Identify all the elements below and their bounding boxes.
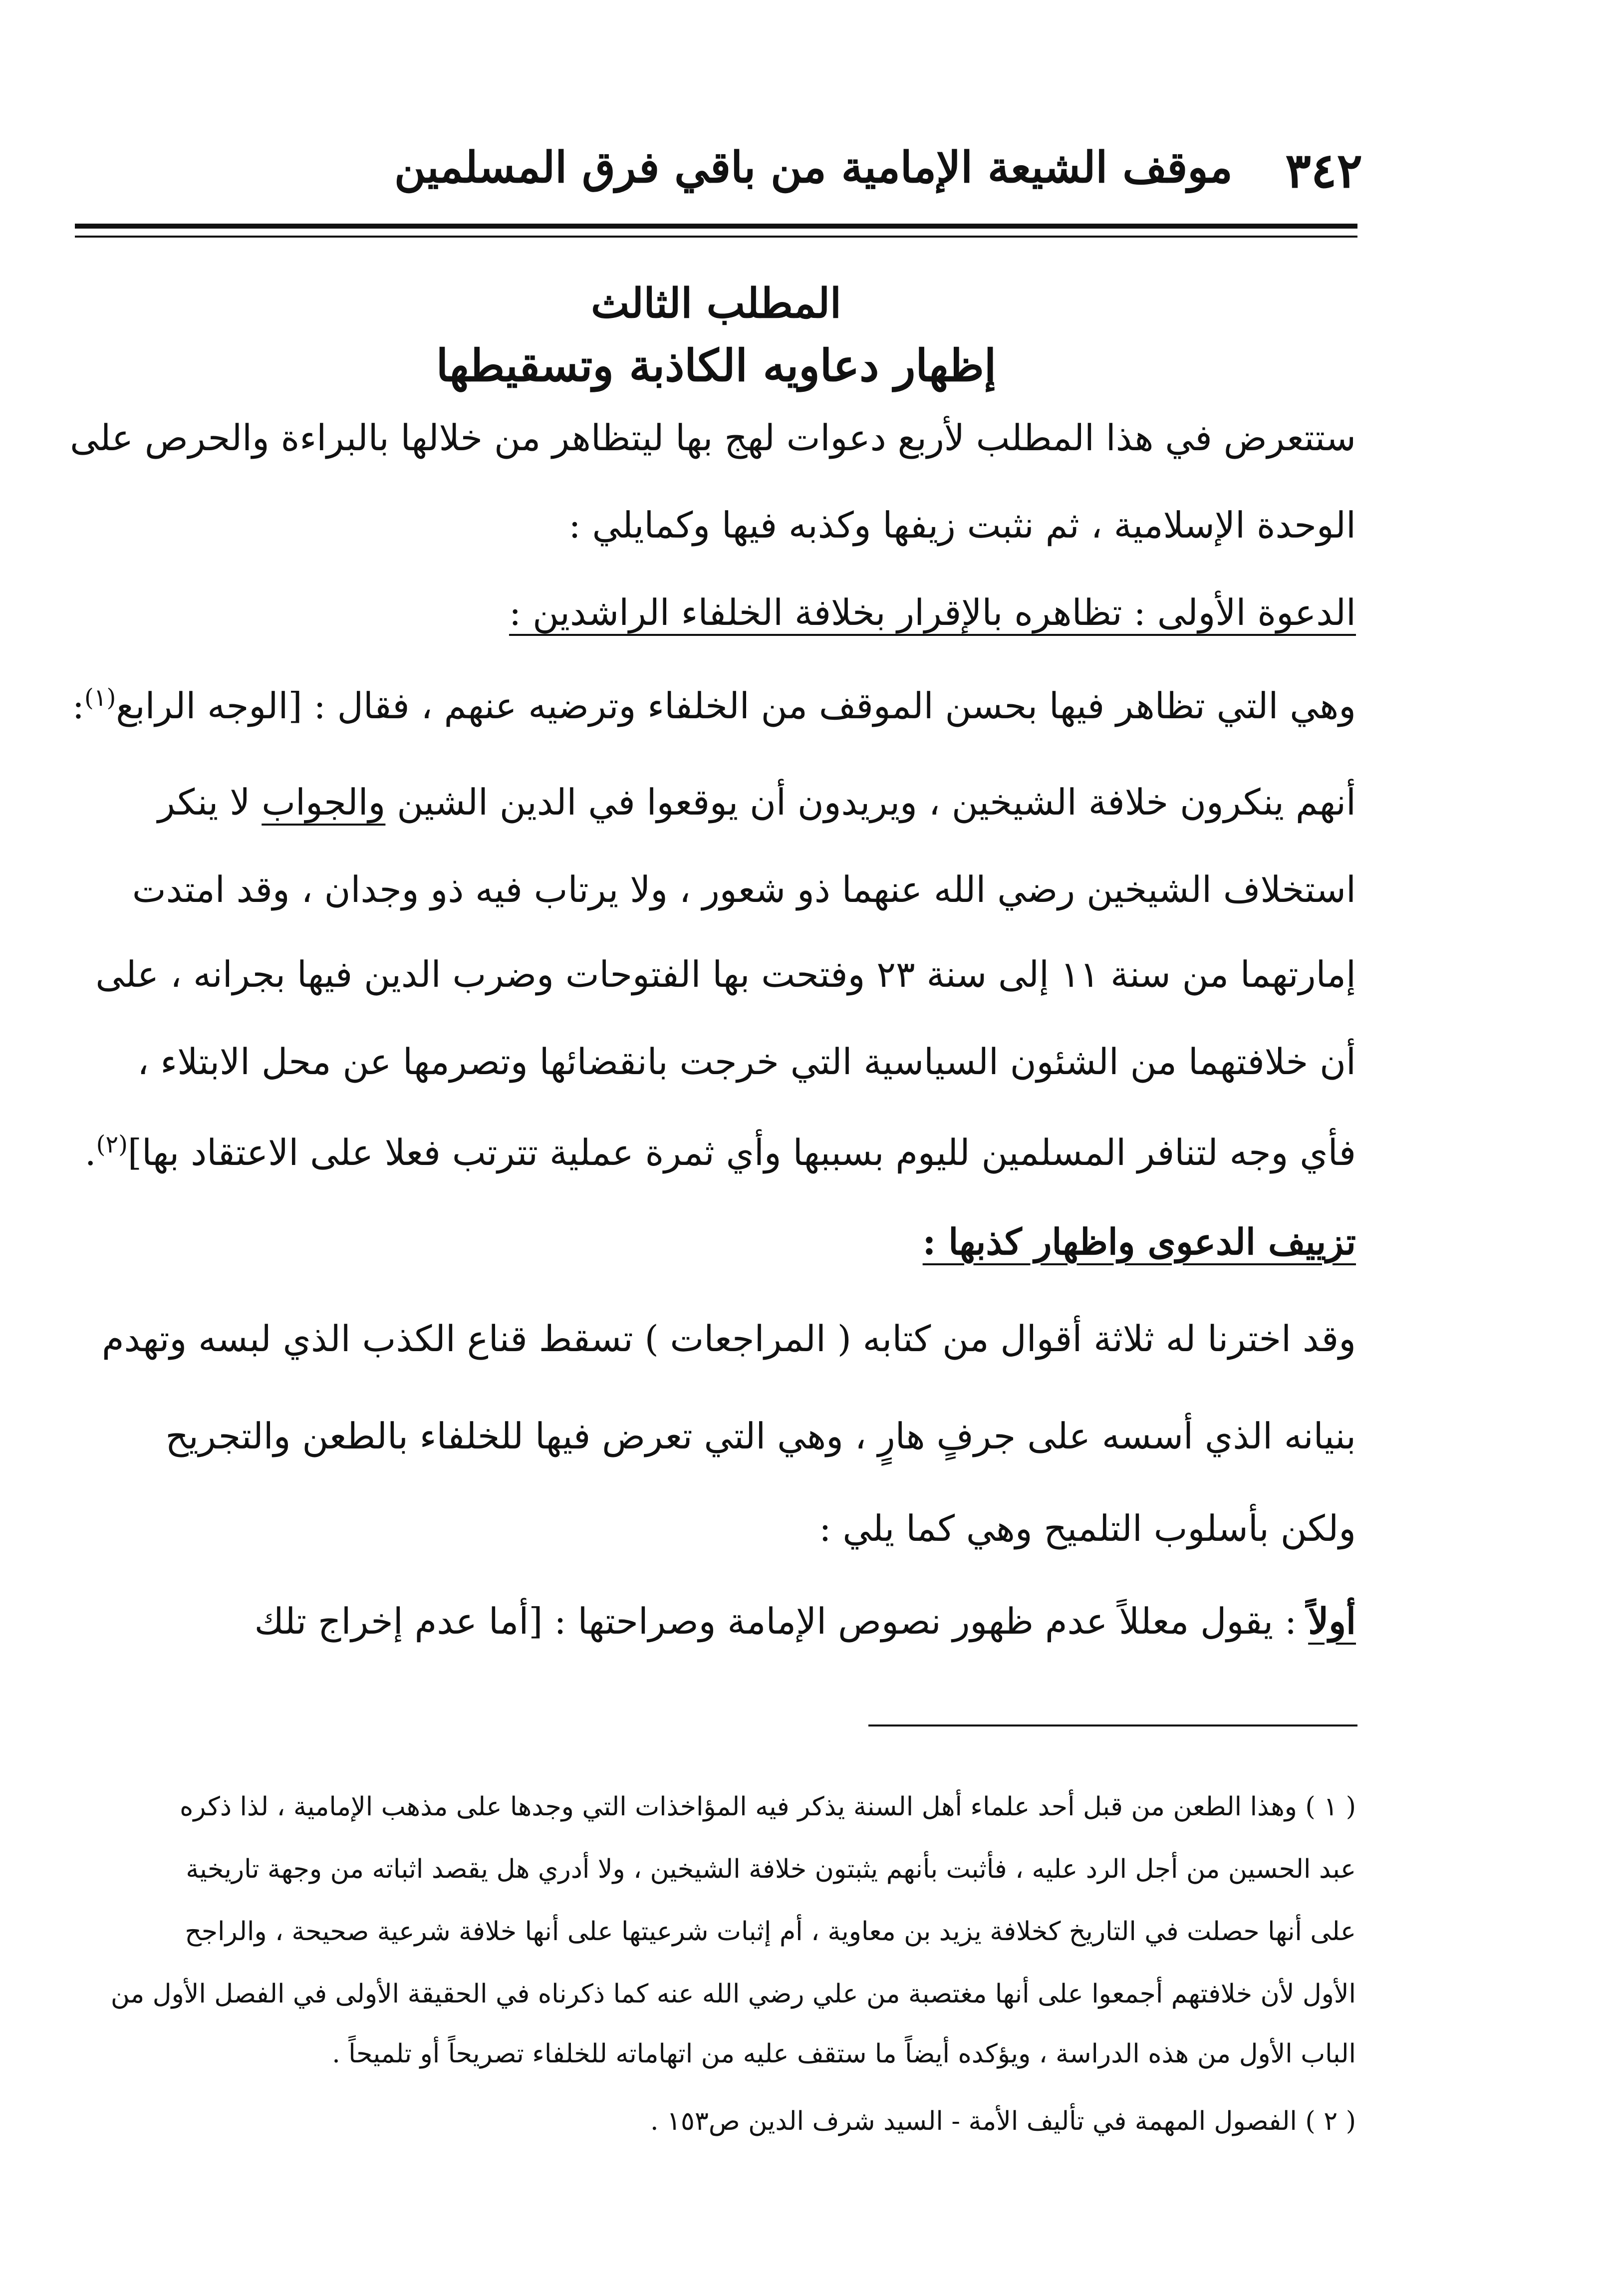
running-title: موقف الشيعة الإمامية من باقي فرق المسلمين [394,142,1233,193]
paragraph-line [158,781,1356,823]
subheading-text: الدعوة الأولى : تظاهره بالإقرار بخلافة الخلفاء الراشدين : [509,591,1356,633]
line-punct: : [72,685,85,727]
header-rule-thin [75,236,1357,238]
footnote-line: على أنها حصلت في التاريخ كخلافة يزيد بن معاوية ، أم إثبات شرعيتها على أنها خلافة شرعية صحيحة ، والراجح [185,1917,1356,1947]
subheading-text: تزييف الدعوى واظهار كذبها : [922,1220,1356,1263]
page-number: ٣٤٢ [1285,142,1362,199]
underlined-word: والجواب [262,781,386,823]
footnote-ref[interactable]: (٢) [96,1131,128,1158]
footnote-line: ( ١ ) وهذا الطعن من قبل أحد علماء أهل السنة يذكر فيه المؤاخذات التي وجدها على مذهب الإمامية ، لذا ذكره [180,1792,1356,1822]
line-text: فأي وجه لتنافر المسلمين لليوم بسببها وأي ثمرة عملية تترتب فعلا على الاعتقاد بها] [127,1132,1356,1173]
line-text: وهي التي تظاهر فيها بحسن الموقف من الخلفاء وترضيه عنهم ، فقال : [الوجه الرابع [116,685,1356,727]
paragraph-line: الوحدة الإسلامية ، ثم نثبت زيفها وكذبه فيها وكمايلي : [568,504,1356,546]
line-punct: . [84,1132,96,1173]
paragraph-line: ولكن بأسلوب التلميح وهي كما يلي : [819,1507,1356,1549]
section-title: إظهار دعاويه الكاذبة وتسقيطها [436,339,997,391]
footnote-line: الأول لأن خلافتهم أجمعوا على أنها مغتصبة من علي رضي الله عنه كما ذكرناه في الحقيقة الأولى في الفصل الأول من [110,1979,1356,2009]
footnote-line: ( ٢ ) الفصول المهمة في تأليف الأمة - السيد شرف الدين ص١٥٣ . [650,2106,1356,2136]
line-text: : يقول معللاً عدم ظهور نصوص الإمامة وصراحتها : [أما عدم إخراج تلك [254,1600,1297,1642]
section-label: المطلب الثالث [591,280,841,327]
footnote-separator [868,1724,1357,1726]
footnote-line: الباب الأول من هذه الدراسة ، ويؤكده أيضاً ما ستقف عليه من اتهاماته للخلفاء تصريحاً أو تلميحاً . [332,2039,1356,2069]
point-label: أولاً [1308,1600,1356,1642]
paragraph-line: ستتعرض في هذا المطلب لأربع دعوات لهج بها ليتظاهر من خلالها بالبراءة والحرص على [70,417,1356,459]
paragraph-line: وقد اخترنا له ثلاثة أقوال من كتابه ( المراجعات ) تسقط قناع الكذب الذي لبسه وتهدم [101,1318,1356,1360]
paragraph-line: أن خلافتهما من الشئون السياسية التي خرجت بانقضائها وتصرمها عن محل الابتلاء ، [137,1041,1356,1083]
line-text: أنهم ينكرون خلافة الشيخين ، ويريدون أن يوقعوا في الدين الشين [397,781,1356,823]
subheading-claim-1 [258,591,1356,633]
header-rule [75,224,1357,229]
line-text: لا ينكر [158,781,251,823]
paragraph-line [254,1600,1356,1642]
paragraph-line: إمارتهما من سنة ١١ إلى سنة ٢٣ وفتحت بها الفتوحات وضرب الدين فيها بجرانه ، على [95,953,1356,995]
paragraph-line [84,1131,1356,1173]
subheading-refutation [258,1220,1356,1263]
running-header [394,127,1362,212]
paragraph-line: بنيانه الذي أسسه على جرفٍ هارٍ ، وهي التي تعرض فيها للخلفاء بالطعن والتجريح [165,1415,1356,1457]
footnote-line: عبد الحسين من أجل الرد عليه ، فأثبت بأنهم يثبتون خلافة الشيخين ، ولا أدري هل يقصد اثباته من وجهة تاريخية [186,1854,1356,1884]
paragraph-line [72,684,1356,727]
footnote-ref[interactable]: (١) [84,684,116,712]
paragraph-line: استخلاف الشيخين رضي الله عنهما ذو شعور ، ولا يرتاب فيه ذو وجدان ، وقد امتدت [132,868,1356,910]
